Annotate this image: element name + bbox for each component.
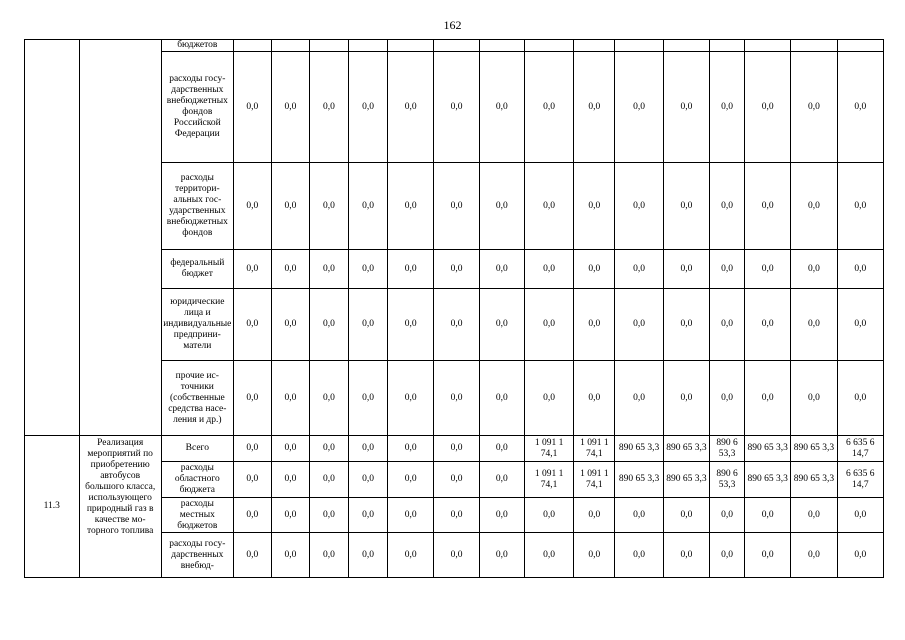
value-cell: [524, 40, 573, 52]
table-row: [25, 40, 884, 52]
value-cell: 0,0: [309, 163, 348, 250]
value-cell: 0,0: [434, 498, 479, 533]
value-cell: 0,0: [434, 52, 479, 163]
value-cell: 0,0: [710, 361, 745, 436]
value-cell: 0,0: [349, 361, 388, 436]
value-cell: 0,0: [309, 462, 348, 498]
value-cell: [791, 40, 837, 52]
value-cell: 0,0: [349, 462, 388, 498]
value-cell: 0,0: [233, 289, 271, 361]
value-cell: 0,0: [744, 250, 790, 289]
value-cell: 1 091 1 74,1: [574, 436, 615, 462]
value-cell: [615, 40, 663, 52]
value-cell: 0,0: [663, 250, 709, 289]
page-number: 162: [443, 18, 462, 32]
value-cell: 0,0: [271, 462, 309, 498]
table-row: [25, 436, 884, 462]
value-cell: 0,0: [524, 289, 573, 361]
value-cell: 0,0: [349, 289, 388, 361]
value-cell: 890 65 3,3: [744, 436, 790, 462]
value-cell: [388, 40, 434, 52]
value-cell: 0,0: [233, 436, 271, 462]
funding-source-label: юридические лица и индивидуальные предприниматели: [161, 289, 233, 361]
value-cell: 0,0: [479, 289, 524, 361]
value-cell: 0,0: [837, 52, 883, 163]
value-cell: 0,0: [744, 52, 790, 163]
value-cell: 0,0: [744, 163, 790, 250]
value-cell: 0,0: [791, 250, 837, 289]
value-cell: 0,0: [271, 361, 309, 436]
funding-source-label: расходы территориальных государственных внебюджетных фондов: [161, 163, 233, 250]
value-cell: 0,0: [615, 163, 663, 250]
value-cell: 0,0: [837, 163, 883, 250]
event-name-cell: [79, 40, 161, 436]
value-cell: 1 091 1 74,1: [524, 436, 573, 462]
funding-source-label: расходы местных бюджетов: [161, 498, 233, 533]
value-cell: 890 6 53,3: [710, 462, 745, 498]
value-cell: 0,0: [233, 163, 271, 250]
value-cell: 0,0: [388, 289, 434, 361]
funding-source-label: расходы областного бюджета: [161, 462, 233, 498]
value-cell: 0,0: [744, 361, 790, 436]
value-cell: 0,0: [574, 163, 615, 250]
value-cell: 0,0: [710, 163, 745, 250]
value-cell: 0,0: [479, 436, 524, 462]
funding-source-label: расходы государственных внебюджетных фондов Российской Федерации: [161, 52, 233, 163]
value-cell: 1 091 1 74,1: [524, 462, 573, 498]
value-cell: 0,0: [233, 361, 271, 436]
value-cell: 890 65 3,3: [791, 436, 837, 462]
value-cell: 0,0: [524, 498, 573, 533]
value-cell: 0,0: [349, 250, 388, 289]
value-cell: 0,0: [791, 52, 837, 163]
value-cell: 0,0: [663, 361, 709, 436]
value-cell: 0,0: [434, 361, 479, 436]
value-cell: 0,0: [710, 533, 745, 578]
value-cell: 0,0: [349, 52, 388, 163]
value-cell: 0,0: [744, 289, 790, 361]
value-cell: 0,0: [791, 289, 837, 361]
value-cell: 0,0: [479, 52, 524, 163]
value-cell: 6 635 6 14,7: [837, 462, 883, 498]
value-cell: 0,0: [479, 361, 524, 436]
value-cell: 0,0: [271, 533, 309, 578]
value-cell: 0,0: [309, 289, 348, 361]
value-cell: 0,0: [388, 250, 434, 289]
section-number: 11.3: [25, 436, 80, 578]
value-cell: 890 65 3,3: [615, 436, 663, 462]
value-cell: 0,0: [837, 361, 883, 436]
value-cell: 0,0: [663, 52, 709, 163]
value-cell: 890 6 53,3: [710, 436, 745, 462]
budget-table: [24, 39, 884, 578]
value-cell: 0,0: [388, 498, 434, 533]
value-cell: 0,0: [837, 533, 883, 578]
value-cell: 0,0: [388, 436, 434, 462]
value-cell: 0,0: [479, 498, 524, 533]
value-cell: 0,0: [271, 250, 309, 289]
value-cell: 6 635 6 14,7: [837, 436, 883, 462]
value-cell: 0,0: [479, 163, 524, 250]
value-cell: 0,0: [309, 498, 348, 533]
value-cell: 0,0: [574, 250, 615, 289]
value-cell: 0,0: [663, 163, 709, 250]
value-cell: [479, 40, 524, 52]
value-cell: 0,0: [524, 163, 573, 250]
value-cell: 0,0: [710, 498, 745, 533]
value-cell: 890 65 3,3: [744, 462, 790, 498]
value-cell: 890 65 3,3: [615, 462, 663, 498]
value-cell: 0,0: [524, 250, 573, 289]
funding-source-label: прочие источники (собственные средства населения и др.): [161, 361, 233, 436]
value-cell: 0,0: [388, 533, 434, 578]
value-cell: 0,0: [309, 436, 348, 462]
value-cell: 0,0: [574, 361, 615, 436]
value-cell: 0,0: [710, 250, 745, 289]
value-cell: 0,0: [791, 361, 837, 436]
value-cell: 890 65 3,3: [663, 436, 709, 462]
value-cell: 0,0: [271, 498, 309, 533]
value-cell: 0,0: [615, 250, 663, 289]
value-cell: 0,0: [524, 533, 573, 578]
section-title: Реализация мероприятий по приобретению автобусов большого класса, использующего природный газ в качестве моторного топлива: [79, 436, 161, 578]
value-cell: 0,0: [388, 361, 434, 436]
value-cell: [309, 40, 348, 52]
value-cell: 0,0: [574, 533, 615, 578]
value-cell: 0,0: [663, 533, 709, 578]
value-cell: 0,0: [434, 533, 479, 578]
value-cell: 0,0: [309, 361, 348, 436]
value-cell: [663, 40, 709, 52]
value-cell: 0,0: [615, 52, 663, 163]
value-cell: 0,0: [271, 52, 309, 163]
value-cell: 890 65 3,3: [663, 462, 709, 498]
value-cell: [574, 40, 615, 52]
value-cell: 0,0: [349, 163, 388, 250]
value-cell: 890 65 3,3: [791, 462, 837, 498]
value-cell: 0,0: [479, 533, 524, 578]
value-cell: 0,0: [710, 289, 745, 361]
value-cell: [837, 40, 883, 52]
value-cell: [271, 40, 309, 52]
value-cell: 0,0: [524, 361, 573, 436]
value-cell: 0,0: [233, 52, 271, 163]
value-cell: [744, 40, 790, 52]
value-cell: 0,0: [309, 52, 348, 163]
funding-source-label: федеральный бюджет: [161, 250, 233, 289]
value-cell: [710, 40, 745, 52]
value-cell: 0,0: [271, 289, 309, 361]
row-number-cell: [25, 40, 80, 436]
table-body: [25, 40, 884, 578]
value-cell: 0,0: [615, 361, 663, 436]
value-cell: 0,0: [349, 436, 388, 462]
value-cell: 0,0: [434, 436, 479, 462]
value-cell: 0,0: [271, 436, 309, 462]
funding-source-label: Всего: [161, 436, 233, 462]
value-cell: 0,0: [388, 163, 434, 250]
value-cell: 0,0: [271, 163, 309, 250]
value-cell: 0,0: [837, 250, 883, 289]
value-cell: [233, 40, 271, 52]
value-cell: 0,0: [710, 52, 745, 163]
value-cell: 0,0: [388, 462, 434, 498]
value-cell: [434, 40, 479, 52]
value-cell: 0,0: [615, 533, 663, 578]
value-cell: 0,0: [388, 52, 434, 163]
value-cell: 0,0: [663, 289, 709, 361]
value-cell: 0,0: [791, 533, 837, 578]
value-cell: 0,0: [349, 533, 388, 578]
value-cell: 0,0: [574, 498, 615, 533]
value-cell: 0,0: [233, 250, 271, 289]
value-cell: 0,0: [233, 498, 271, 533]
value-cell: 0,0: [791, 498, 837, 533]
value-cell: 0,0: [744, 498, 790, 533]
value-cell: 0,0: [434, 462, 479, 498]
value-cell: 0,0: [574, 289, 615, 361]
value-cell: 0,0: [309, 533, 348, 578]
value-cell: 0,0: [663, 498, 709, 533]
value-cell: 0,0: [744, 533, 790, 578]
value-cell: 0,0: [837, 498, 883, 533]
value-cell: 0,0: [309, 250, 348, 289]
value-cell: 1 091 1 74,1: [574, 462, 615, 498]
value-cell: 0,0: [233, 533, 271, 578]
value-cell: 0,0: [524, 52, 573, 163]
value-cell: 0,0: [479, 250, 524, 289]
value-cell: 0,0: [434, 163, 479, 250]
value-cell: 0,0: [574, 52, 615, 163]
funding-source-label: бюджетов: [161, 40, 233, 52]
funding-source-label: расходы государственных внебюд-: [161, 533, 233, 578]
value-cell: [349, 40, 388, 52]
value-cell: 0,0: [615, 289, 663, 361]
value-cell: 0,0: [434, 250, 479, 289]
value-cell: 0,0: [349, 498, 388, 533]
value-cell: 0,0: [615, 498, 663, 533]
value-cell: 0,0: [791, 163, 837, 250]
value-cell: 0,0: [837, 289, 883, 361]
value-cell: 0,0: [434, 289, 479, 361]
value-cell: 0,0: [479, 462, 524, 498]
value-cell: 0,0: [233, 462, 271, 498]
